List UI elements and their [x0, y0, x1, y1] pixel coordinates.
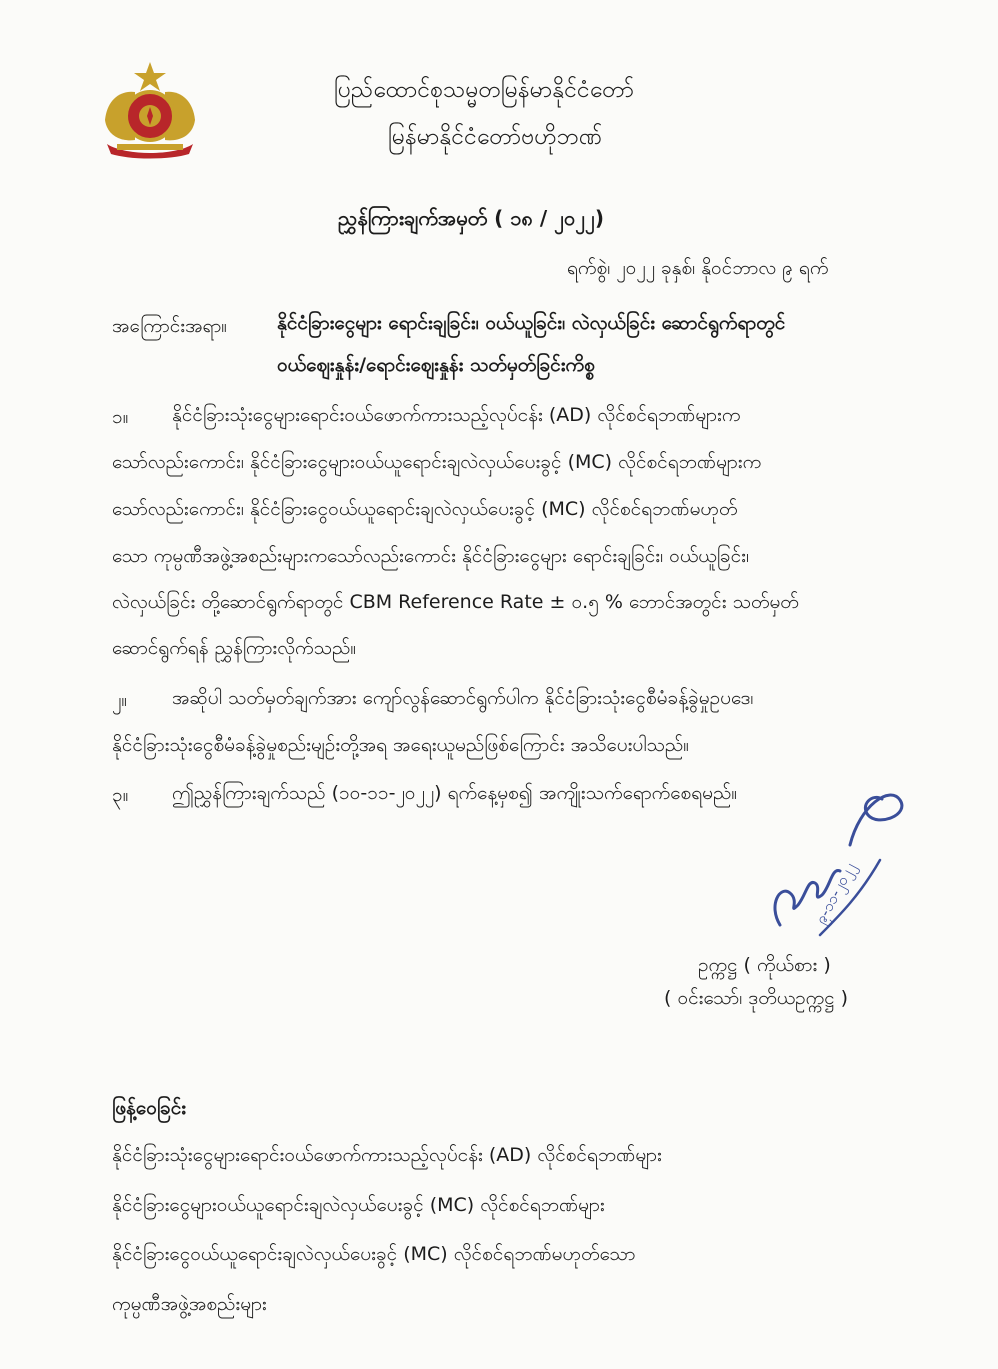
paragraph-2-number: ၂။: [112, 689, 128, 711]
paragraph-1-line: နိုင်ငံခြားသုံးငွေများရောင်းဝယ်ဖောက်ကားသည့်လုပ်ငန်း (AD) လိုင်စင်ရဘဏ်များက: [172, 404, 741, 426]
signature-icon: [760, 775, 910, 940]
signatory-title: ( ဝင်းသော်၊ ဒုတိယဥက္ကဋ္ဌ ): [664, 987, 849, 1009]
header-line-1: ပြည်ထောင်စုသမ္မတမြန်မာနိုင်ငံတော်: [334, 77, 635, 103]
distribution-item: နိုင်ငံခြားငွေဝယ်ယူရောင်းချလဲလှယ်ပေးခွင့် (MC) လိုင်စင်ရဘဏ်မဟုတ်သော: [112, 1243, 636, 1265]
subject-label: အကြောင်းအရာ။: [112, 315, 228, 337]
paragraph-2-line: အဆိုပါ သတ်မှတ်ချက်အား ကျော်လွန်ဆောင်ရွက်ပါက နိုင်ငံခြားသုံးငွေစီမံခန့်ခွဲမှုဥပဒေ၊: [172, 687, 754, 709]
paragraph-1-line: လဲလှယ်ခြင်း တို့ဆောင်ရွက်ရာတွင် CBM Reference Rate ± ၀.၅ % ဘောင်အတွင်း သတ်မှတ်: [112, 591, 799, 613]
notice-title: ညွှန်ကြားချက်အမှတ် ( ၁၈ / ၂၀၂၂): [338, 206, 604, 230]
svg-text:၉-၁၁-၂၀၂၂: ၉-၁၁-၂၀၂၂: [811, 859, 859, 927]
subject-line-2: ဝယ်ဈေးနှုန်း/ရောင်းဈေးနှုန်း သတ်မှတ်ခြင်းကိစ္စ: [277, 354, 595, 376]
subject-line-1: နိုင်ငံခြားငွေများ ရောင်းချခြင်း၊ ဝယ်ယူခြင်း၊ လဲလှယ်ခြင်း ဆောင်ရွက်ရာတွင်: [277, 312, 786, 334]
paragraph-1-line: သော ကုမ္ပဏီအဖွဲ့အစည်းများကသော်လည်းကောင်း နိုင်ငံခြားငွေများ ရောင်းချခြင်း၊ ဝယ်ယူခြင်း၊: [112, 545, 749, 567]
paragraph-1-line: သော်လည်းကောင်း၊ နိုင်ငံခြားငွေများဝယ်ယူရောင်းချလဲလှယ်ပေးခွင့် (MC) လိုင်စင်ရဘဏ်များက: [112, 451, 762, 473]
signatory-name: ဥက္ကဋ္ဌ ( ကိုယ်စား ): [698, 954, 831, 976]
distribution-item: နိုင်ငံခြားငွေများဝယ်ယူရောင်းချလဲလှယ်ပေးခွင့် (MC) လိုင်စင်ရဘဏ်များ: [112, 1194, 605, 1216]
distribution-item: နိုင်ငံခြားသုံးငွေများရောင်းဝယ်ဖောက်ကားသည့်လုပ်ငန်း (AD) လိုင်စင်ရဘဏ်များ: [112, 1144, 662, 1166]
paragraph-1-number: ၁။: [112, 406, 129, 428]
paragraph-1-line: သော်လည်းကောင်း၊ နိုင်ငံခြားငွေဝယ်ယူရောင်းချလဲလှယ်ပေးခွင့် (MC) လိုင်စင်ရဘဏ်မဟုတ်: [112, 498, 738, 520]
distribution-heading: ဖြန့်ဝေခြင်း: [112, 1097, 187, 1119]
distribution-item: ကုမ္ပဏီအဖွဲ့အစည်းများ: [112, 1293, 267, 1315]
date-line: ရက်စွဲ၊ ၂၀၂၂ ခုနှစ်၊ နိုဝင်ဘာလ ၉ ရက်: [567, 257, 829, 279]
paragraph-3-text: ဤညွှန်ကြားချက်သည် (၁၀-၁၁-၂၀၂၂) ရက်နေ့မှစ၍ အကျိုးသက်ရောက်စေရမည်။: [172, 782, 738, 804]
state-seal-icon: [95, 60, 205, 160]
header-line-2: မြန်မာနိုင်ငံတော်ဗဟိုဘဏ်: [388, 124, 603, 150]
paragraph-2-line: နိုင်ငံခြားသုံးငွေစီမံခန့်ခွဲမှုစည်းမျဉ်းတို့အရ အရေးယူမည်ဖြစ်ကြောင်း အသိပေးပါသည်။: [112, 734, 690, 756]
paragraph-3-number: ၃။: [112, 784, 129, 806]
paragraph-1-line: ဆောင်ရွက်ရန် ညွှန်ကြားလိုက်သည်။: [112, 637, 357, 659]
